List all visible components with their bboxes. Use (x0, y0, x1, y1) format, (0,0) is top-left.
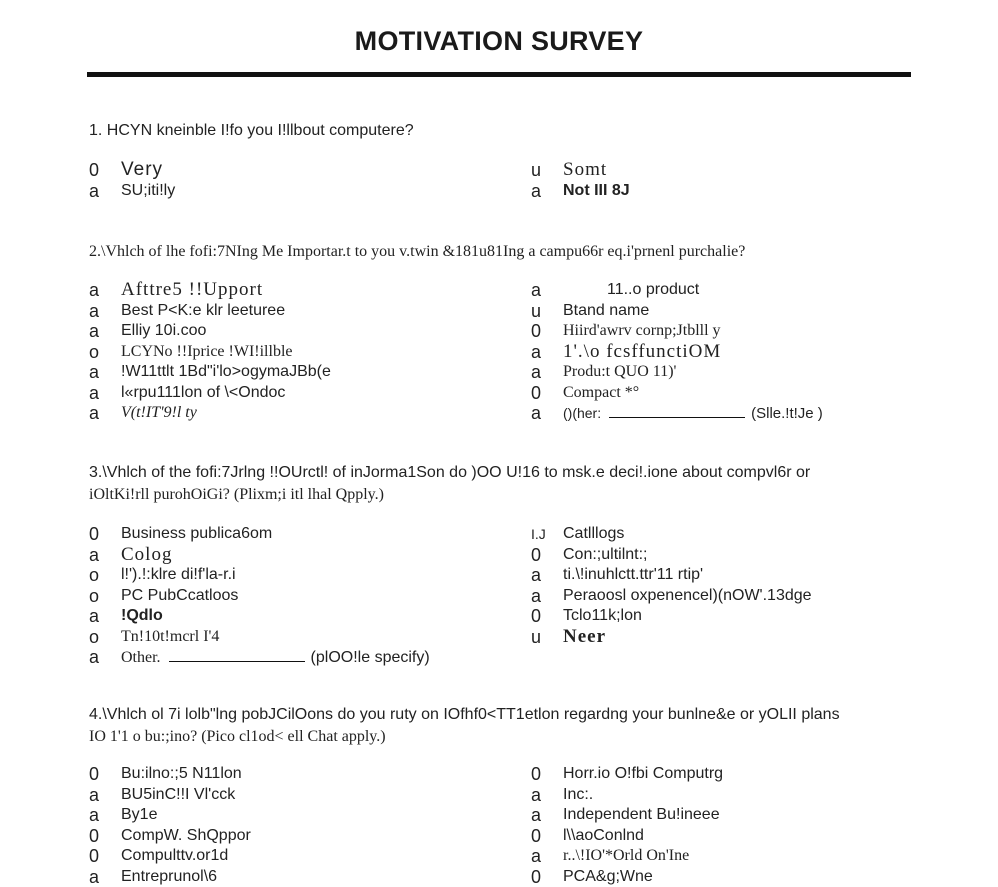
question-4-options-left (89, 764, 509, 887)
option-label: !W11ttlt 1Bd"i'lo>ogymaJBb(e (121, 362, 331, 382)
option-label: Somt (563, 160, 607, 180)
checkbox-mark[interactable]: 0 (531, 545, 557, 565)
checkbox-mark[interactable]: 0 (89, 764, 115, 784)
option[interactable] (89, 627, 509, 648)
question-2-options-left (89, 280, 509, 424)
question-3-line-2: iOltKi!rll purohOiGi? (Plixm;i itl lhal Qpply.) (89, 484, 810, 506)
option[interactable] (89, 383, 509, 404)
question-3-options-right (531, 524, 931, 647)
checkbox-mark[interactable]: o (89, 565, 115, 585)
title-rule (87, 72, 911, 77)
option[interactable] (531, 627, 931, 648)
option[interactable] (531, 565, 931, 586)
option[interactable] (89, 403, 509, 424)
option-label: PCA&g;Wne (563, 867, 653, 887)
option[interactable] (89, 606, 509, 627)
survey-title: MOTIVATION SURVEY (0, 26, 998, 57)
option-label: CompW. ShQppor (121, 826, 251, 846)
question-4-text (89, 704, 840, 748)
option-label: BU5inC!!I Vl'cck (121, 785, 235, 805)
question-2-options-right (531, 280, 931, 424)
checkbox-mark[interactable]: 0 (531, 764, 557, 784)
checkbox-mark[interactable]: a (89, 867, 115, 887)
option-label: Peraoosl oxpenencel)(nOW'.13dge (563, 586, 812, 606)
option-label: Colog (121, 545, 172, 565)
option[interactable] (89, 647, 509, 668)
option-label: Neer (563, 627, 606, 647)
checkbox-mark[interactable]: a (531, 586, 557, 606)
checkbox-mark[interactable]: 0 (531, 606, 557, 626)
checkbox-mark[interactable]: a (531, 805, 557, 825)
checkbox-mark[interactable]: a (89, 785, 115, 805)
option-label: Btand name (563, 301, 649, 321)
option[interactable] (89, 362, 509, 383)
checkbox-mark[interactable]: o (89, 342, 115, 362)
option[interactable] (89, 826, 509, 847)
option-label: Bu:ilno:;5 N11lon (121, 764, 242, 784)
option-label (563, 403, 823, 424)
option-label (121, 647, 430, 668)
checkbox-mark[interactable]: a (89, 301, 115, 321)
option-label: Horr.io O!fbi Computrg (563, 764, 723, 784)
option-label: Afttre5 !!Upport (121, 280, 263, 300)
option-label: Produ:t QUO 11)' (563, 362, 676, 382)
specify-hint: (Slle.!t!Je ) (751, 405, 823, 422)
option-label: 11..o product (607, 280, 699, 300)
question-2-text: 2.\Vhlch of lhe fofi:7NIng Me Importar.t to you v.twin &181u81Ing a campu66r eq.i'prnenl purchalie? (89, 241, 745, 263)
checkbox-mark[interactable]: 0 (89, 160, 115, 180)
checkbox-mark[interactable]: a (531, 280, 557, 300)
option-label: V(t!IT'9!l ty (121, 403, 197, 423)
option-label: Very (121, 160, 163, 180)
checkbox-mark[interactable]: a (89, 805, 115, 825)
option-label: l«rpu111lon of \<Ondoc (121, 383, 285, 403)
checkbox-mark[interactable]: a (89, 647, 115, 667)
option[interactable] (531, 764, 931, 785)
checkbox-mark[interactable]: 0 (531, 867, 557, 887)
option[interactable] (531, 867, 931, 887)
option[interactable] (531, 586, 931, 607)
option-label: Compulttv.or1d (121, 846, 228, 866)
checkbox-mark[interactable]: a (89, 362, 115, 382)
option[interactable] (89, 280, 509, 301)
option[interactable] (531, 545, 931, 566)
checkbox-mark[interactable]: a (531, 181, 557, 201)
checkbox-mark[interactable]: 0 (531, 826, 557, 846)
question-4-line-2: IO 1'1 o bu:;ino? (Pico cl1od< ell Chat apply.) (89, 726, 840, 748)
option[interactable] (531, 362, 931, 383)
option-label: r..\!IO'*Orld On'Ine (563, 846, 689, 866)
checkbox-mark[interactable]: a (89, 280, 115, 300)
option[interactable] (89, 524, 509, 545)
option[interactable] (89, 181, 509, 202)
option-label: Entreprunol\6 (121, 867, 217, 887)
checkbox-mark[interactable]: a (531, 403, 557, 423)
option-label: Independent Bu!ineee (563, 805, 720, 825)
option-label: Hiird'awrv cornp;Jtblll y (563, 321, 721, 341)
option-label: l!').!:klre di!f'la-r.i (121, 565, 236, 585)
question-3-options-left (89, 524, 509, 668)
option[interactable] (531, 403, 931, 424)
option[interactable] (89, 586, 509, 607)
checkbox-mark[interactable]: a (89, 181, 115, 201)
checkbox-mark[interactable]: 0 (89, 846, 115, 866)
option[interactable] (531, 524, 931, 545)
checkbox-mark[interactable]: I.J (531, 524, 557, 544)
other-label: ()(her: (563, 405, 601, 421)
option[interactable] (531, 606, 931, 627)
option-label: Elliy 10i.coo (121, 321, 206, 341)
option[interactable] (89, 867, 509, 887)
option[interactable] (89, 785, 509, 806)
option-label: PC PubCcatloos (121, 586, 238, 606)
option-label: 1'.\o fcsffunctiOM (563, 342, 721, 362)
other-text-field[interactable] (169, 647, 305, 662)
option[interactable] (89, 301, 509, 322)
option[interactable] (89, 545, 509, 566)
option[interactable] (531, 160, 931, 181)
question-4-options-right (531, 764, 931, 887)
question-1-options-right (531, 160, 931, 201)
checkbox-mark[interactable]: a (89, 383, 115, 403)
checkbox-mark[interactable]: a (531, 342, 557, 362)
checkbox-mark[interactable]: u (531, 301, 557, 321)
option-label: ti.\!inuhlctt.ttr'11 rtip' (563, 565, 703, 585)
option[interactable] (89, 846, 509, 867)
option-label: Tclo11k;lon (563, 606, 642, 626)
option-label: l\\aoConlnd (563, 826, 644, 846)
checkbox-mark[interactable]: a (89, 545, 115, 565)
option[interactable] (89, 565, 509, 586)
option[interactable] (531, 846, 931, 867)
option-label: Best P<K:e klr leeturee (121, 301, 285, 321)
option[interactable] (531, 181, 931, 202)
question-3-text (89, 462, 810, 506)
specify-hint: (plOO!le specify) (311, 649, 430, 666)
option[interactable] (531, 280, 931, 301)
option[interactable] (531, 826, 931, 847)
question-1-options-left (89, 160, 509, 201)
checkbox-mark[interactable]: o (89, 627, 115, 647)
option-label: Inc:. (563, 785, 593, 805)
checkbox-mark[interactable]: a (531, 846, 557, 866)
option-label: LCYNo !!Iprice !WI!illble (121, 342, 292, 362)
option[interactable] (89, 321, 509, 342)
option-label: Compact *° (563, 383, 639, 403)
checkbox-mark[interactable]: 0 (89, 524, 115, 544)
option-label: Not III 8J (563, 181, 630, 201)
checkbox-mark[interactable]: 0 (531, 383, 557, 403)
checkbox-mark[interactable]: a (89, 321, 115, 341)
option[interactable] (89, 342, 509, 363)
question-3-line-1: 3.\Vhlch of the fofi:7Jrlng !!OUrctl! of inJorma1Son do )OO U!16 to msk.e deci!.ione about compvl6r or (89, 462, 810, 484)
option-label: Tn!10t!mcrl I'4 (121, 627, 219, 647)
option[interactable] (531, 342, 931, 363)
checkbox-mark[interactable]: o (89, 586, 115, 606)
option-label: Catlllogs (563, 524, 624, 544)
checkbox-mark[interactable]: u (531, 627, 557, 647)
option[interactable] (89, 764, 509, 785)
option[interactable] (531, 301, 931, 322)
checkbox-mark[interactable]: 0 (89, 826, 115, 846)
checkbox-mark[interactable]: a (531, 362, 557, 382)
checkbox-mark[interactable]: u (531, 160, 557, 180)
option-label: Con:;ultilnt:; (563, 545, 647, 565)
option-label: Business publica6om (121, 524, 272, 544)
question-4-line-1: 4.\Vhlch ol 7i lolb"lng pobJCilOons do you ruty on IOfhf0<TT1etlon regardng your bunlne&e or yOLII plans (89, 704, 840, 726)
other-text-field[interactable] (609, 403, 745, 418)
option[interactable] (89, 160, 509, 181)
option-label: SU;iti!ly (121, 181, 175, 201)
option[interactable] (531, 805, 931, 826)
checkbox-mark[interactable]: a (89, 606, 115, 626)
checkbox-mark[interactable]: 0 (531, 321, 557, 341)
option[interactable] (531, 785, 931, 806)
checkbox-mark[interactable]: a (89, 403, 115, 423)
option[interactable] (531, 383, 931, 404)
checkbox-mark[interactable]: a (531, 785, 557, 805)
question-1-text: 1. HCYN kneinble I!fo you I!llbout computere? (89, 120, 414, 142)
option-label: By1e (121, 805, 157, 825)
option-label: !Qdlo (121, 606, 163, 626)
option[interactable] (89, 805, 509, 826)
checkbox-mark[interactable]: a (531, 565, 557, 585)
option[interactable] (531, 321, 931, 342)
other-label: Other. (121, 649, 161, 666)
